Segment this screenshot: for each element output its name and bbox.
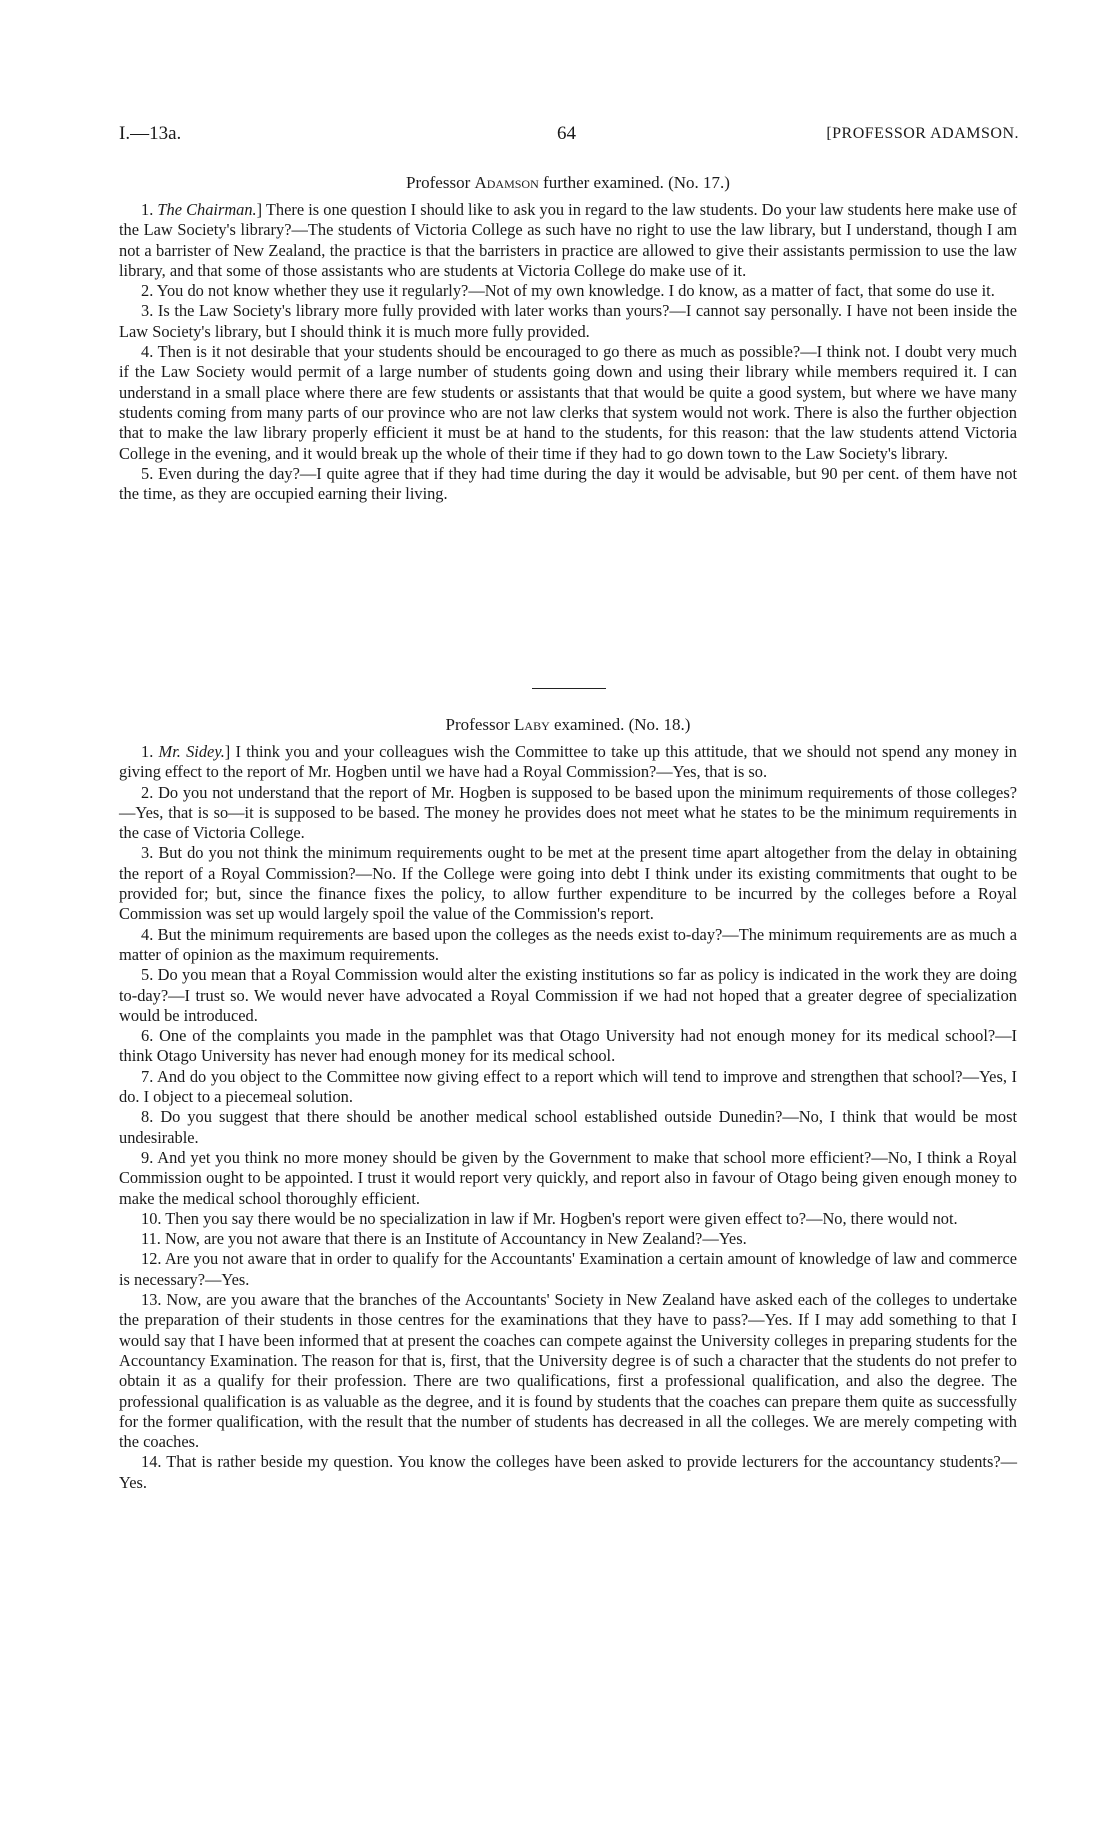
- question-number: 11.: [141, 1229, 165, 1249]
- question-number: 3.: [141, 301, 158, 321]
- question-number: 8.: [141, 1107, 161, 1127]
- question-text: ] I think you and your colleagues wish the Committee to take up this attitude, that we should not spend any money in giving effect to the report of Mr. Hogben until we have had a Royal Commission?—Yes, that is so.: [119, 742, 1018, 782]
- question-text: Then you say there would be no specialization in law if Mr. Hogben's report were given effect to?—No, there would not.: [165, 1208, 958, 1228]
- question-number: 1.: [141, 200, 158, 219]
- paper-reference: I.—13a.: [119, 123, 182, 144]
- question-text: But the minimum requirements are based upon the colleges as the needs exist to-day?—The minimum requirements are as much a matter of opinion as the maximum requirements.: [119, 924, 1017, 964]
- question-number: 1.: [141, 742, 159, 761]
- question-text: Even during the day?—I quite agree that if they had time during the day it would be advisable, but 90 per cent. of them have not the time, as they are occupied earning their living.: [119, 463, 1018, 504]
- question-number: 12.: [141, 1249, 165, 1269]
- question-paragraph: [119, 1249, 1017, 1290]
- question-list: [119, 200, 1017, 504]
- question-number: 4.: [141, 342, 158, 362]
- question-number: 13.: [141, 1290, 167, 1310]
- page-number: 64: [557, 123, 576, 144]
- page-header: [119, 121, 1019, 147]
- question-text: Do you suggest that there should be another medical school established outside Dunedin?—No, I think that would be most undesirable.: [119, 1107, 1018, 1147]
- section-title: Professor Adamson further examined. (No. 17.): [406, 173, 730, 192]
- section-divider: [532, 688, 606, 689]
- question-text: You do not know whether they use it regularly?—Not of my own knowledge. I do know, as a matter of fact, that some do use it.: [156, 281, 995, 301]
- question-text: Is the Law Society's library more fully provided with later works than yours?—I cannot say personally. I have not been inside the Law Society's library, but I should think it is much more fully provided.: [119, 301, 1018, 341]
- examination-section-adamson: [119, 172, 1017, 504]
- question-paragraph: [119, 783, 1017, 844]
- question-paragraph: [119, 1209, 1017, 1229]
- question-paragraph: [119, 200, 1017, 281]
- question-text: Now, are you aware that the branches of the Accountants' Society in New Zealand have asked each of the colleges to undertake the preparation of their students in those centres for the examinations that they have to pass?—Yes. If I may add something to that I would say that I have been informed that at present the coaches can compete against the University colleges in preparing students for the Accountancy Examination. The reason for that is, first, that the University degree is of such a character that the students do not prefer to obtain it as a qualify for their profession. There are two qualifications, first a professional qualification, and also the degree. The professional qualification is as valuable as the degree, and it is found by students that the coaches can prepare them quite as successfully for the former qualification, with the result that the number of students has decreased in all the colleges. We are merely competing with the coaches.: [119, 1290, 1017, 1452]
- examination-section-laby: [119, 714, 1017, 1493]
- question-number: 2.: [141, 782, 159, 802]
- witness-name: Laby: [514, 715, 550, 734]
- question-text: And do you object to the Committee now giving effect to a report which will tend to improve and strengthen that school?—Yes, I do. I object to a piecemeal solution.: [119, 1066, 1017, 1107]
- question-paragraph: [119, 1229, 1017, 1249]
- question-text: Now, are you not aware that there is an Institute of Accountancy in New Zealand?—Yes.: [164, 1229, 747, 1249]
- question-text: But do you not think the minimum requirements ought to be met at the present time apart altogether from the delay in obtaining the report of a Royal Commission?—No. If the College were going into debt I think under its existing commitments that ought to be provided for; but, since the finance fixes the policy, to allow further expenditure to be incurred by the colleges before a Royal Commission was set up would largely spoil the value of the Commission's report.: [119, 843, 1018, 924]
- question-list: [119, 742, 1017, 1493]
- question-paragraph: [119, 342, 1017, 464]
- question-number: 2.: [141, 281, 157, 301]
- question-paragraph: [119, 843, 1017, 924]
- question-text: One of the complaints you made in the pamphlet was that Otago University had not enough money for its medical school?—I think Otago University has never had enough money for its medical school.: [119, 1026, 1017, 1066]
- question-number: 10.: [141, 1208, 166, 1228]
- question-number: 5.: [141, 463, 159, 483]
- question-text: ] There is one question I should like to ask you in regard to the law students. Do your law students here make use of the Law Society's library?—The students of Victoria College as such have no right to use the law library, but I understand, though I am not a barrister of New Zealand, the practice is that the barristers in practice are allowed to give their assistants permission to use the law library, and that some of those assistants who are students at Victoria College do make use of it.: [119, 200, 1017, 280]
- question-text: Do you not understand that the report of Mr. Hogben is supposed to be based upon the minimum requirements of those colleges?—Yes, that is so—it is supposed to be based. The money he provides does not meet what he states to be the minimum requirements in the case of Victoria College.: [119, 782, 1017, 843]
- question-text: And yet you think no more money should be given by the Government to make that school more efficient?—No, I think a Royal Commission ought to be appointed. I trust it would report very quickly, and report also in favour of Otago being given enough money to make the medical school thoroughly efficient.: [119, 1147, 1017, 1208]
- witness-name: Adamson: [474, 173, 539, 192]
- speaker-name: The Chairman.: [157, 200, 257, 219]
- question-paragraph: [119, 925, 1017, 966]
- question-paragraph: [119, 464, 1017, 505]
- question-paragraph: [119, 965, 1017, 1026]
- question-number: 9.: [141, 1147, 158, 1167]
- question-paragraph: [119, 742, 1017, 783]
- question-paragraph: [119, 281, 1017, 301]
- question-text: Do you mean that a Royal Commission would alter the existing institutions so far as policy is indicated in the work they are doing to-day?—I trust so. We would never have advocated a Royal Commission if we had not hoped that a greater degree of specialization would be introduced.: [119, 965, 1018, 1025]
- question-number: 6.: [141, 1026, 160, 1046]
- question-number: 3.: [141, 843, 159, 863]
- question-paragraph: [119, 1107, 1017, 1148]
- question-number: 7.: [141, 1066, 157, 1086]
- question-text: Are you not aware that in order to qualify for the Accountants' Examination a certain amount of knowledge of law and commerce is necessary?—Yes.: [119, 1249, 1018, 1289]
- question-paragraph: [119, 1148, 1017, 1209]
- question-number: 5.: [141, 965, 158, 985]
- question-text: Then is it not desirable that your students should be encouraged to go there as much as possible?—I think not. I doubt very much if the Law Society would permit of a large number of students going down and using their library while members required it. I can understand in a small place where there are few students or assistants that that would be quite a good system, but where we have many students coming from many parts of our province who are not law clerks that system would not work. There is also the further objection that to make the law library properly efficient it must be at hand to the students, for this reason: that the law students attend Victoria College in the evening, and it would break up the whole of their time if they had to go down town to the Law Society's library.: [119, 342, 1017, 463]
- question-paragraph: [119, 1026, 1017, 1067]
- question-paragraph: [119, 1290, 1017, 1452]
- question-number: 14.: [141, 1452, 167, 1472]
- question-paragraph: [119, 301, 1017, 342]
- question-paragraph: [119, 1452, 1017, 1493]
- running-head: [PROFESSOR ADAMSON.: [826, 125, 1019, 142]
- question-text: That is rather beside my question. You know the colleges have been asked to provide lecturers for the accountancy students?—Yes.: [119, 1452, 1017, 1492]
- question-paragraph: [119, 1067, 1017, 1108]
- speaker-name: Mr. Sidey.: [158, 742, 225, 761]
- section-title: Professor Laby examined. (No. 18.): [445, 715, 691, 734]
- question-number: 4.: [141, 924, 158, 944]
